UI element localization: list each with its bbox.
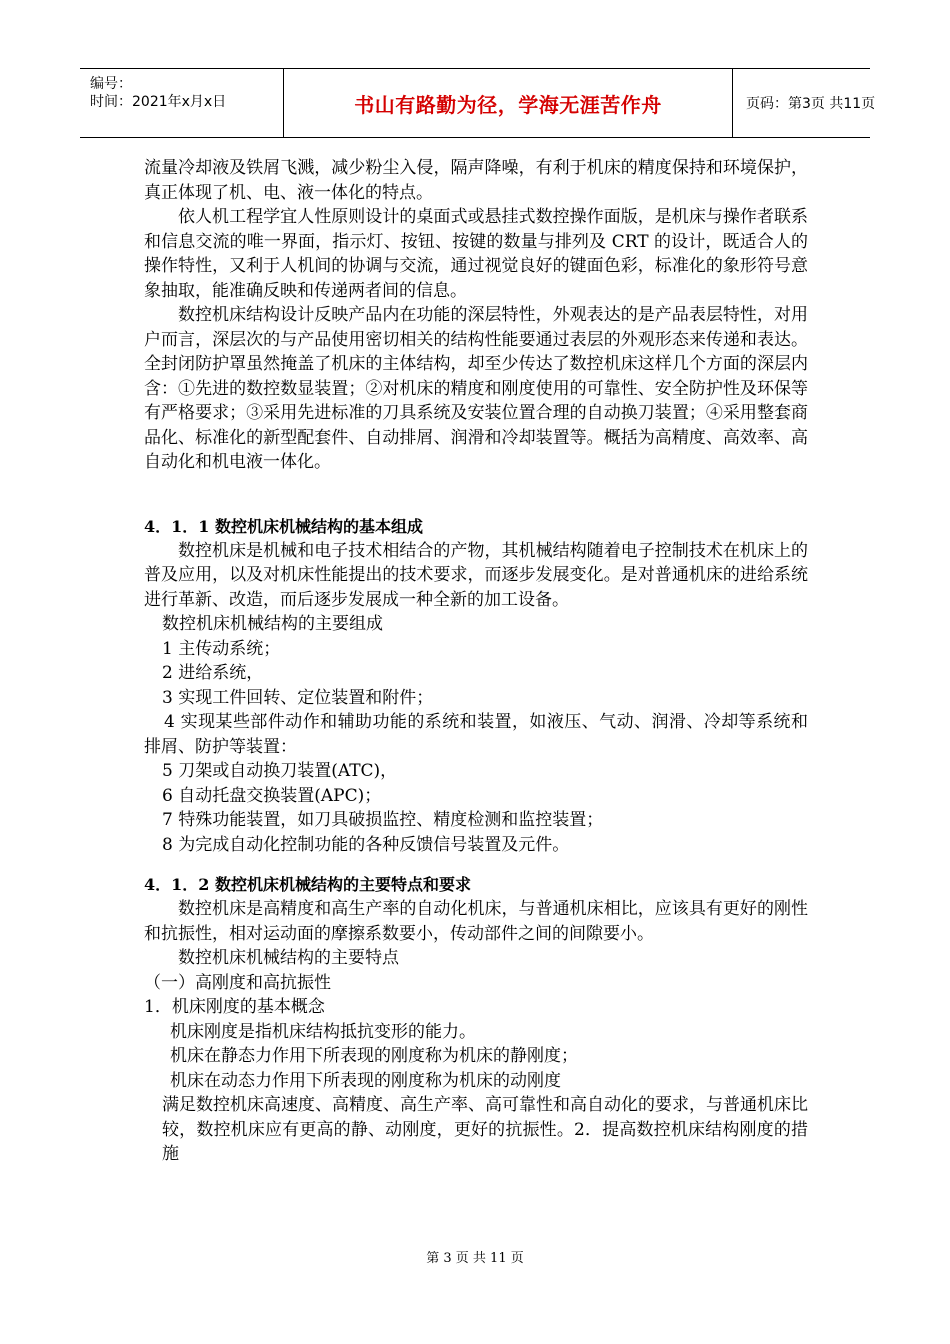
list-item: 2 进给系统， xyxy=(162,663,264,683)
paragraph: 数控机床是机械和电子技术相结合的产物，其机械结构随着电子控制技术在机床上的普及应用，以及对机床性能提出的技术要求，而逐步发展变化。是对普通机床的进给系统进行革新、改造，而后逐步发展成一种全新的加工设备。 xyxy=(144,540,808,610)
list-item: 1 主传动系统； xyxy=(162,638,281,659)
document-number-label: 编号： xyxy=(90,76,132,92)
paragraph: 1．机床刚度的基本概念 xyxy=(144,997,325,1017)
header-meta xyxy=(80,69,283,137)
section-heading: 4．1．2 数控机床机械结构的主要特点和要求 xyxy=(144,875,471,894)
paragraph: 数控机床机械结构的主要特点 xyxy=(178,948,399,968)
list-item: 8 为完成自动化控制功能的各种反馈信号装置及元件。 xyxy=(162,834,570,855)
paragraph: 数控机床机械结构的主要组成 xyxy=(162,614,383,634)
list-item: 3 实现工件回转、定位装置和附件； xyxy=(162,687,434,708)
header-divider xyxy=(732,69,733,137)
section-heading: 4．1．1 数控机床机械结构的基本组成 xyxy=(144,516,423,536)
page-footer: 第 3 页 共 11 页 xyxy=(426,1251,524,1266)
paragraph: 机床在动态力作用下所表现的刚度称为机床的动刚度 xyxy=(170,1070,561,1091)
paragraph: （一）高刚度和高抗振性 xyxy=(144,972,331,993)
header-page-info: 页码：第3页 共11页 xyxy=(746,96,876,112)
page-header xyxy=(80,68,876,138)
document-body xyxy=(144,156,808,1167)
header-motto: 书山有路勤为径，学海无涯苦作舟 xyxy=(354,92,662,117)
paragraph: 数控机床结构设计反映产品内在功能的深层特性，外观表达的是产品表层特性，对用户而言，深层次的与产品使用密切相关的结构性能要通过表层的外观形态来传递和表达。全封闭防护罩虽然掩盖了机床的主体结构，却至少传达了数控机床这样几个方面的深层内含：①先进的数控数显装置；②对机床的精度和刚度使用的可靠性、安全防护性及环保等有严格要求；③采用先进标准的刀具系统及安装位置合理的自动换刀装置；④采用整套商品化、标准化的新型配套件、自动排屑、润滑和冷却装置等。概括为高精度、高效率、高自动化和机电液一体化。 xyxy=(144,305,808,472)
list-item: 7 特殊功能装置，如刀具破损监控、精度检测和监控装置； xyxy=(162,810,604,830)
paragraph: 机床刚度是指机床结构抵抗变形的能力。 xyxy=(170,1021,476,1042)
document-date: 时间：2021年x月x日 xyxy=(90,94,227,110)
paragraph: 数控机床是高精度和高生产率的自动化机床，与普通机床相比，应该具有更好的刚性和抗振性，相对运动面的摩擦系数要小，传动部件之间的间隙要小。 xyxy=(144,899,808,944)
paragraph: 机床在静态力作用下所表现的刚度称为机床的静刚度； xyxy=(170,1046,578,1066)
paragraph: 满足数控机床高速度、高精度、高生产率、高可靠性和高自动化的要求，与普通机床比较，数控机床应有更高的静、动刚度，更好的抗振性。2．提高数控机床结构刚度的措施 xyxy=(162,1095,808,1164)
paragraph: 依人机工程学宜人性原则设计的桌面式或悬挂式数控操作面版，是机床与操作者联系和信息交流的唯一界面，指示灯、按钮、按键的数量与排列及 CRT 的设计，既适合人的操作特性，又利于人机间的协调与交流，通过视觉良好的键面色彩，标准化的象形符号意象抽取，能准确反映和传递两者间的信息。 xyxy=(144,207,808,301)
paragraph: 流量冷却液及铁屑飞溅，减少粉尘入侵，隔声降噪，有利于机床的精度保持和环境保护，真正体现了机、电、液一体化的特点。 xyxy=(144,158,808,203)
list-item: 6 自动托盘交换装置(APC)； xyxy=(162,785,382,806)
header-divider xyxy=(283,69,284,137)
list-item: 4 实现某些部件动作和辅助功能的系统和装置，如液压、气动、润滑、冷却等系统和排屑、防护等装置： xyxy=(144,712,808,757)
list-item: 5 刀架或自动换刀装置(ATC)， xyxy=(162,761,398,781)
